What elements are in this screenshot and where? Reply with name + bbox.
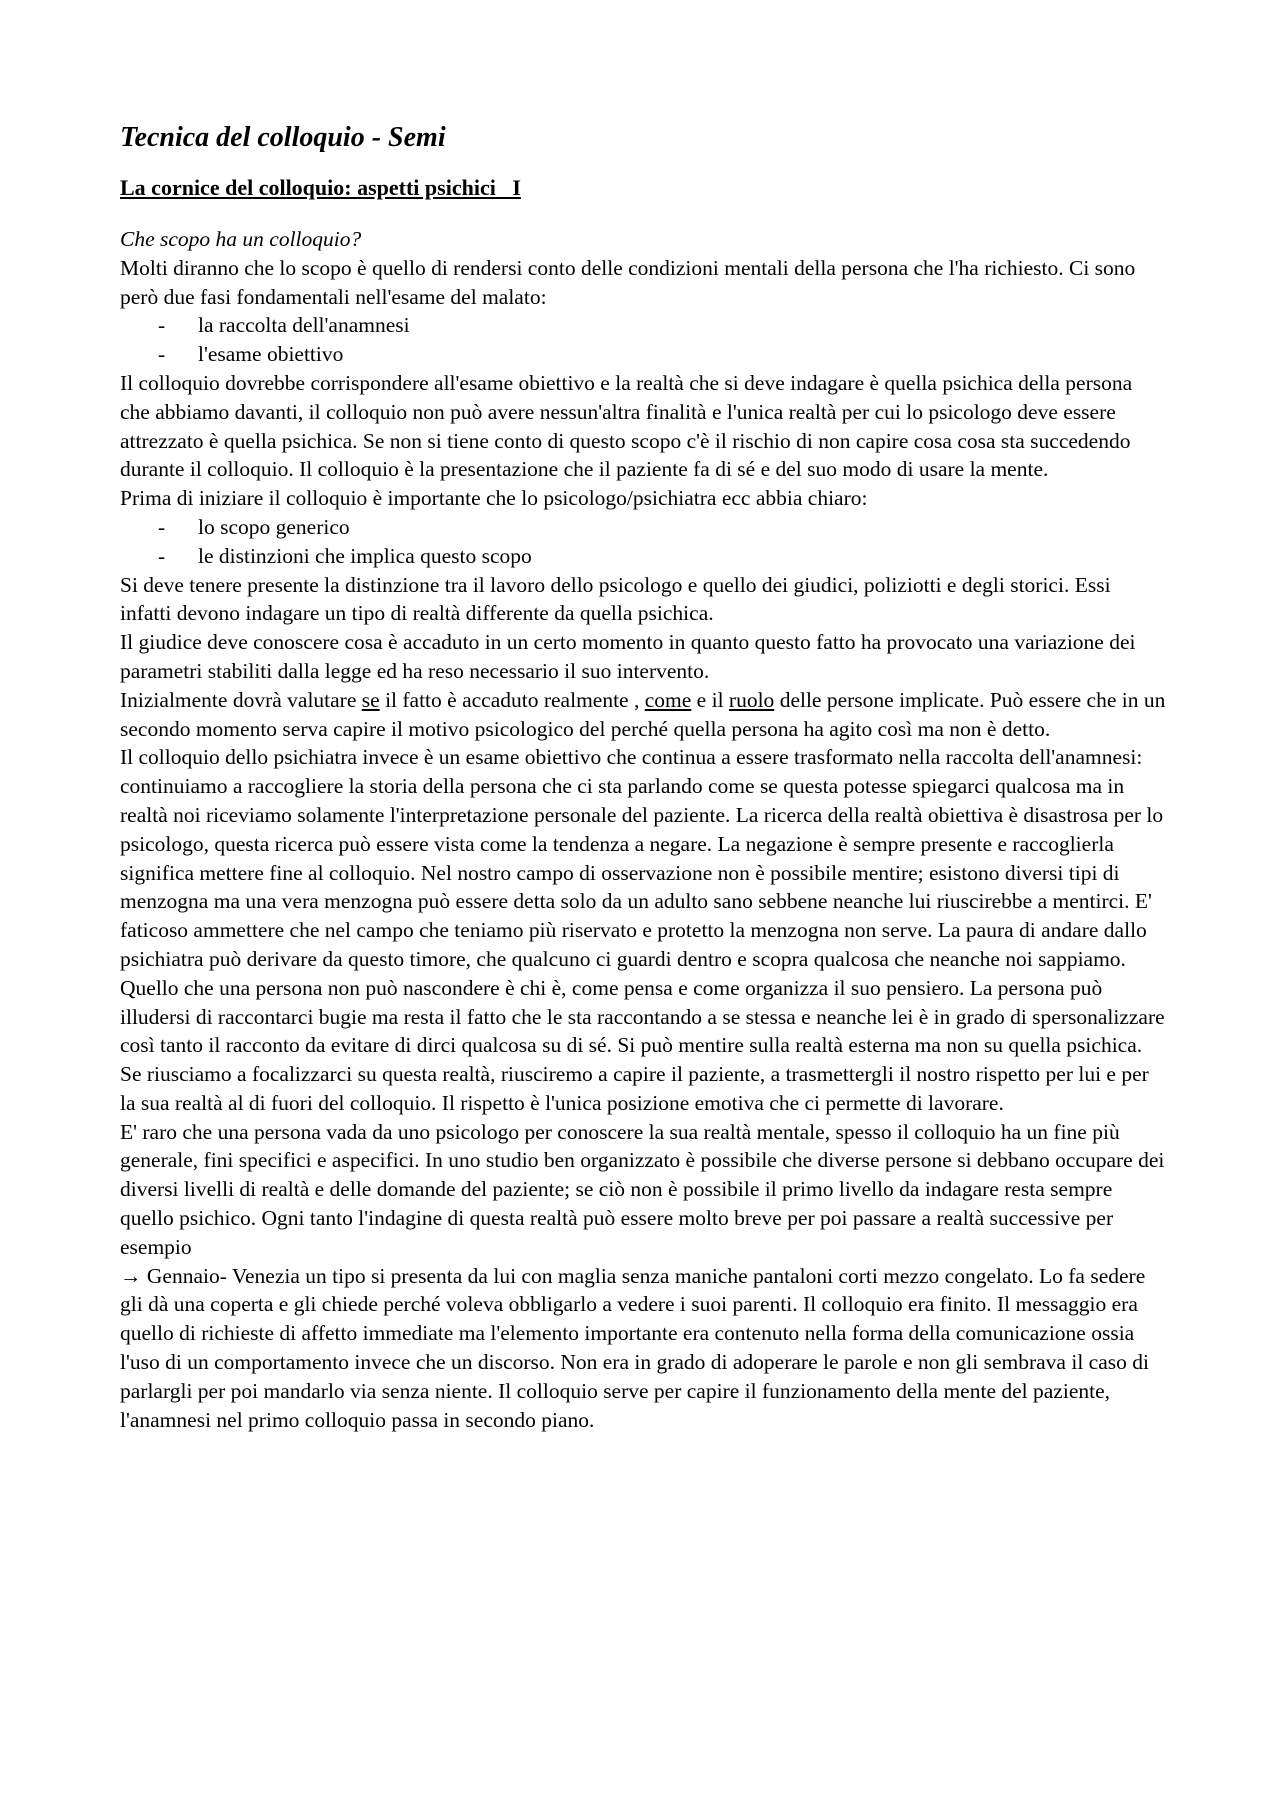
paragraph-4: Si deve tenere presente la distinzione tra il lavoro dello psicologo e quello dei giudici, poliziotti e degli storici. Essi infatti devono indagare un tipo di realtà differente da quella psichica. bbox=[120, 572, 1111, 626]
paragraph-5: Il giudice deve conoscere cosa è accaduto in un certo momento in quanto questo fatto ha provocato una variazione dei parametri stabiliti dalla legge ed ha reso necessario il suo intervento. bbox=[120, 630, 1136, 683]
text-run: Inizialmente dovrà valutare bbox=[120, 687, 362, 712]
list-item: - la raccolta dell'anamnesi bbox=[158, 311, 1166, 340]
paragraph-1: Molti diranno che lo scopo è quello di rendersi conto delle condizioni mentali della persona che l'ha richiesto. Ci sono però due fasi fondamentali nell'esame del malato: bbox=[120, 255, 1136, 309]
list-item: - l'esame obiettivo bbox=[158, 340, 1166, 369]
text-run: e il bbox=[691, 687, 729, 712]
text-run: delle persone implicate. Può essere che in un secondo momento serva capire il motivo psicologico del perché quella persona ha agito così ma non è detto. bbox=[120, 687, 1166, 741]
paragraph-2: Il colloquio dovrebbe corrispondere all'esame obiettivo e la realtà che si deve indagare è quella psichica della persona che abbiamo davanti, il colloquio non può avere nessun'altra finalità e l'unica realtà per cui lo psicologo deve essere attrezzato è quella psichica. Se non si tiene conto di questo scopo c'è il rischio di non capire cosa cosa sta succedendo durante il colloquio. Il colloquio è la presentazione che il paziente fa di sé e del suo modo di usare la mente. bbox=[120, 370, 1133, 482]
document-title: Tecnica del colloquio - Semi bbox=[120, 122, 446, 153]
paragraph-3: Prima di iniziare il colloquio è importante che lo psicologo/psichiatra ecc abbia chiaro: bbox=[120, 486, 868, 511]
question-line: Che scopo ha un colloquio? bbox=[120, 226, 362, 251]
list-item: - le distinzioni che implica questo scopo bbox=[158, 542, 1166, 571]
paragraph-6 bbox=[120, 686, 1166, 744]
paragraph-8: E' raro che una persona vada da uno psicologo per conoscere la sua realtà mentale, spesso il colloquio ha un fine più generale, fini specifici e aspecifici. In uno studio ben organizzato è possibile che diverse persone si debbano occupare dei diversi livelli di realtà e delle domande del paziente; se ciò non è possibile il primo livello da indagare resta sempre quello psichico. Ogni tanto l'indagine di questa realtà può essere molto breve per poi passare a realtà successive per esempio bbox=[120, 1119, 1165, 1259]
document-body bbox=[120, 225, 1166, 1434]
paragraph-9: → Gennaio- Venezia un tipo si presenta da lui con maglia senza maniche pantaloni corti mezzo congelato. Lo fa sedere gli dà una coperta e gli chiede perché voleva obbligarlo a vedere i suoi parenti. Il colloquio era finito. Il messaggio era quello di richieste di affetto immediate ma l'elemento importante era contenuto nella forma della comunicazione ossia l'uso di un comportamento invece che un discorso. Non era in grado di adoperare le parole e non gli sembrava il caso di parlargli per poi mandarlo via senza niente. Il colloquio serve per capire il funzionamento della mente del paziente, l'anamnesi nel primo colloquio passa in secondo piano. bbox=[120, 1263, 1149, 1432]
list-item: - lo scopo generico bbox=[158, 513, 1166, 542]
text-run: il fatto è accaduto realmente , bbox=[379, 687, 645, 712]
section-heading: La cornice del colloquio: aspetti psichici I bbox=[120, 175, 521, 201]
underlined-word-ruolo: ruolo bbox=[728, 687, 775, 712]
paragraph-7: Il colloquio dello psichiatra invece è un esame obiettivo che continua a essere trasformato nella raccolta dell'anamnesi: continuiamo a raccogliere la storia della persona che ci sta parlando come se questa potesse spiegarci qualcosa ma in realtà noi riceviamo solamente l'interpretazione personale del paziente. La ricerca della realtà obiettiva è disastrosa per lo psicologo, questa ricerca può essere vista come la tendenza a negare. La negazione è sempre presente e raccoglierla significa mettere fine al colloquio. Nel nostro campo di osservazione non è possibile mentire; esistono diversi tipi di menzogna ma una vera menzogna può essere detta solo da un adulto sano sebbene neanche lui riuscirebbe a mentirci. E' faticoso ammettere che nel campo che teniamo più riservato e protetto la menzogna non serve. La paura di andare dallo psichiatra può derivare da questo timore, che qualcuno ci guardi dentro e scopra qualcosa che neanche noi sappiamo. Quello che una persona non può nascondere è chi è, come pensa e come organizza il suo pensiero. La persona può illudersi di raccontarci bugie ma resta il fatto che le sta raccontando a se stessa e neanche lei è in grado di spersonalizzare così tanto il racconto da evitare di dirci qualcosa su di sé. Si può mentire sulla realtà esterna ma non su quella psichica. Se riusciamo a focalizzarci su questa realtà, riusciremo a capire il paziente, a trasmettergli il nostro rispetto per lui e per la sua realtà al di fuori del colloquio. Il rispetto è l'unica posizione emotiva che ci permette di lavorare. bbox=[120, 745, 1165, 1115]
underlined-word-come: come bbox=[644, 687, 692, 712]
underlined-word-se: se bbox=[361, 687, 380, 712]
phase-list bbox=[120, 311, 1166, 369]
prerequisites-list bbox=[120, 513, 1166, 571]
